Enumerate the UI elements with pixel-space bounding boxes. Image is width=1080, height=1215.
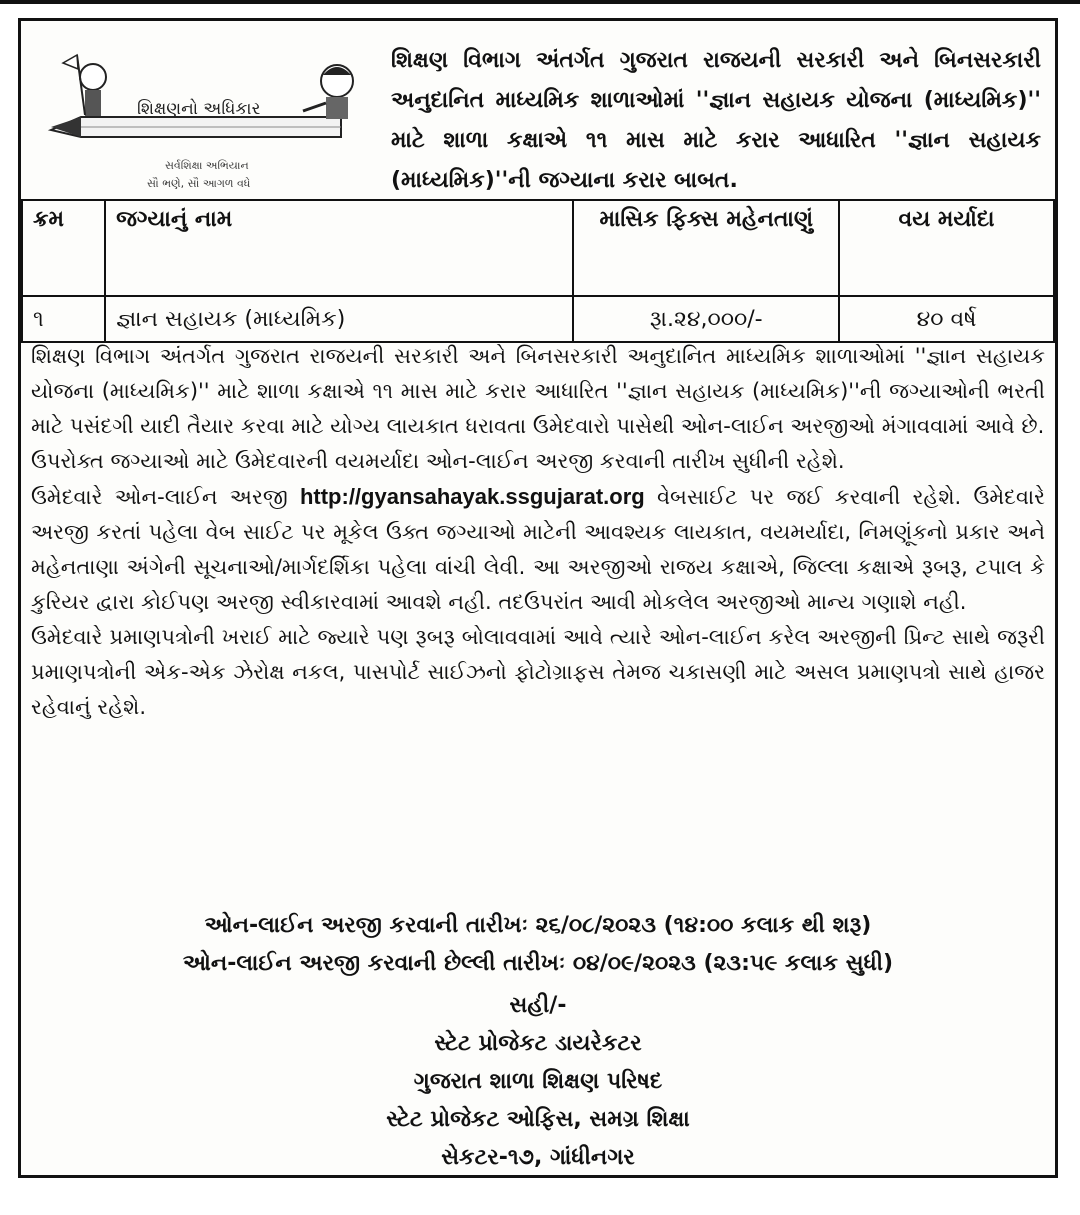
logo-tagline: સૌ ભણે, સૌ આગળ વધે [147,177,251,190]
signatory-address: સેકટર-૧૭, ગાંધીનગર [441,1145,635,1170]
notice-title: શિક્ષણ વિભાગ અંતર્ગત ગુજરાત રાજયની સરકારી અને બિનસરકારી અનુદાનિત માધ્યમિક શાળાઓમાં ''જ્ઞાન સહાયક યોજના (માધ્યમિક)'' માટે શાળા કક્ષાએ ૧૧ માસ માટે કરાર આધારિત ''જ્ઞાન સહાયક (માધ્યમિક)''ની જગ્યાના કરાર બાબત. [391,48,1041,193]
col-post-header: જગ્યાનું નામ [105,200,573,296]
end-date: ઓન-લાઈન અરજી કરવાની છેલ્લી તારીખઃ ૦૪/૦૯/૨૦૨૩ (૨૩:૫૯ કલાક સુધી) [182,951,894,976]
col-salary-header: માસિક ફિક્સ મહેનતાણું [573,200,839,296]
col-age-header: વય મર્યાદા [839,200,1054,296]
table-header-row [22,200,1054,296]
apply-text-post: વેબસાઈટ પર જઈ કરવાની રહેશે. ઉમેદવારે અરજી કરતાં પહેલા વેબ સાઈટ પર મૂકેલ ઉક્ત જગ્યાઓ માટેની આવશ્યક લાયકાત, વયમર્યાદા, નિમણૂંકનો પ્રકાર અને મહેનતાણા અંગેની સૂચનાઓ/માર્ગદર્શિકા પહેલા વાંચી લેવી. આ અરજીઓ રાજય કક્ષાએ, જિલ્લા કક્ષાએ રૂબરૂ, ટપાલ કે કુરિયર દ્વારા કોઈપણ અરજી સ્વીકારવામાં આવશે નહી. તદઉપરાંત આવી મોકલેલ અરજીઓ માન્ય ગણાશે નહી. [31,485,1045,614]
top-border [0,0,1080,4]
logo-text: શિક્ષણનો અધિકાર [137,99,261,119]
vacancy-table [21,199,1055,343]
child-with-pencil-icon [41,35,371,155]
logo-subtitle: સર્વશિક્ષા અભિયાન [165,159,249,172]
notice-header [21,21,1055,201]
col-serial-header: ક્રમ [22,200,105,296]
cell-age: ૪૦ વર્ષ [839,296,1054,342]
signatory-office: સ્ટેટ પ્રોજેકટ ઓફિસ, સમગ્ર શિક્ષા [386,1107,690,1132]
paragraph-age-limit: ઉપરોક્ત જગ્યાઓ માટે ઉમેદવારની વયમર્યાદા ઓન-લાઈન અરજી કરવાની તારીખ સુધીની રહેશે. [31,449,845,473]
cell-serial: ૧ [22,296,105,342]
cell-salary: રૂા.૨૪,૦૦૦/- [573,296,839,342]
signatory-organization: ગુજરાત શાળા શિક્ષણ પરિષદ [413,1069,663,1094]
logo [41,35,371,195]
notice-body [31,339,1045,725]
website-link[interactable]: http://gyansahayak.ssgujarat.org [299,484,645,509]
signed-mark: સહી/- [509,993,567,1018]
application-dates [21,907,1055,983]
paragraph-intro: શિક્ષણ વિભાગ અંતર્ગત ગુજરાત રાજયની સરકારી અને બિનસરકારી અનુદાનિત માધ્યમિક શાળાઓમાં ''જ્ઞાન સહાયક યોજના (માધ્યમિક)'' માટે શાળા કક્ષાએ ૧૧ માસ માટે કરાર આધારિત ''જ્ઞાન સહાયક (માધ્યમિક)''ની જગ્યાઓની ભરતી માટે પસંદગી યાદી તૈયાર કરવા માટે યોગ્ય લાયકાત ધરાવતા ઉમેદવારો પાસેથી ઓન-લાઈન અરજીઓ મંગાવવામાં આવે છે. [31,344,1045,438]
table-row [22,296,1054,342]
notice-frame [18,18,1058,1178]
paragraph-verification: ઉમેદવારે પ્રમાણપત્રોની ખરાઈ માટે જ્યારે પણ રૂબરૂ બોલાવવામાં આવે ત્યારે ઓન-લાઈન કરેલ અરજીની પ્રિન્ટ સાથે જરૂરી પ્રમાણપત્રોની એક-એક ઝેરોક્ષ નકલ, પાસપોર્ટ સાઈઝનો ફોટોગ્રાફસ તેમજ ચકાસણી માટે અસલ પ્રમાણપત્રો સાથે હાજર રહેવાનું રહેશે. [31,625,1045,719]
signatory-designation: સ્ટેટ પ્રોજેકટ ડાયરેકટર [434,1031,642,1056]
apply-text-pre: ઉમેદવારે ઓન-લાઈન અરજી [31,485,300,509]
cell-post: જ્ઞાન સહાયક (માધ્યમિક) [105,296,573,342]
start-date: ઓન-લાઈન અરજી કરવાની તારીખઃ ૨૬/૦૮/૨૦૨૩ (૧૪:૦૦ કલાક થી શરૂ) [204,913,872,938]
paragraph-apply [31,479,1045,620]
signature-block [21,987,1055,1177]
